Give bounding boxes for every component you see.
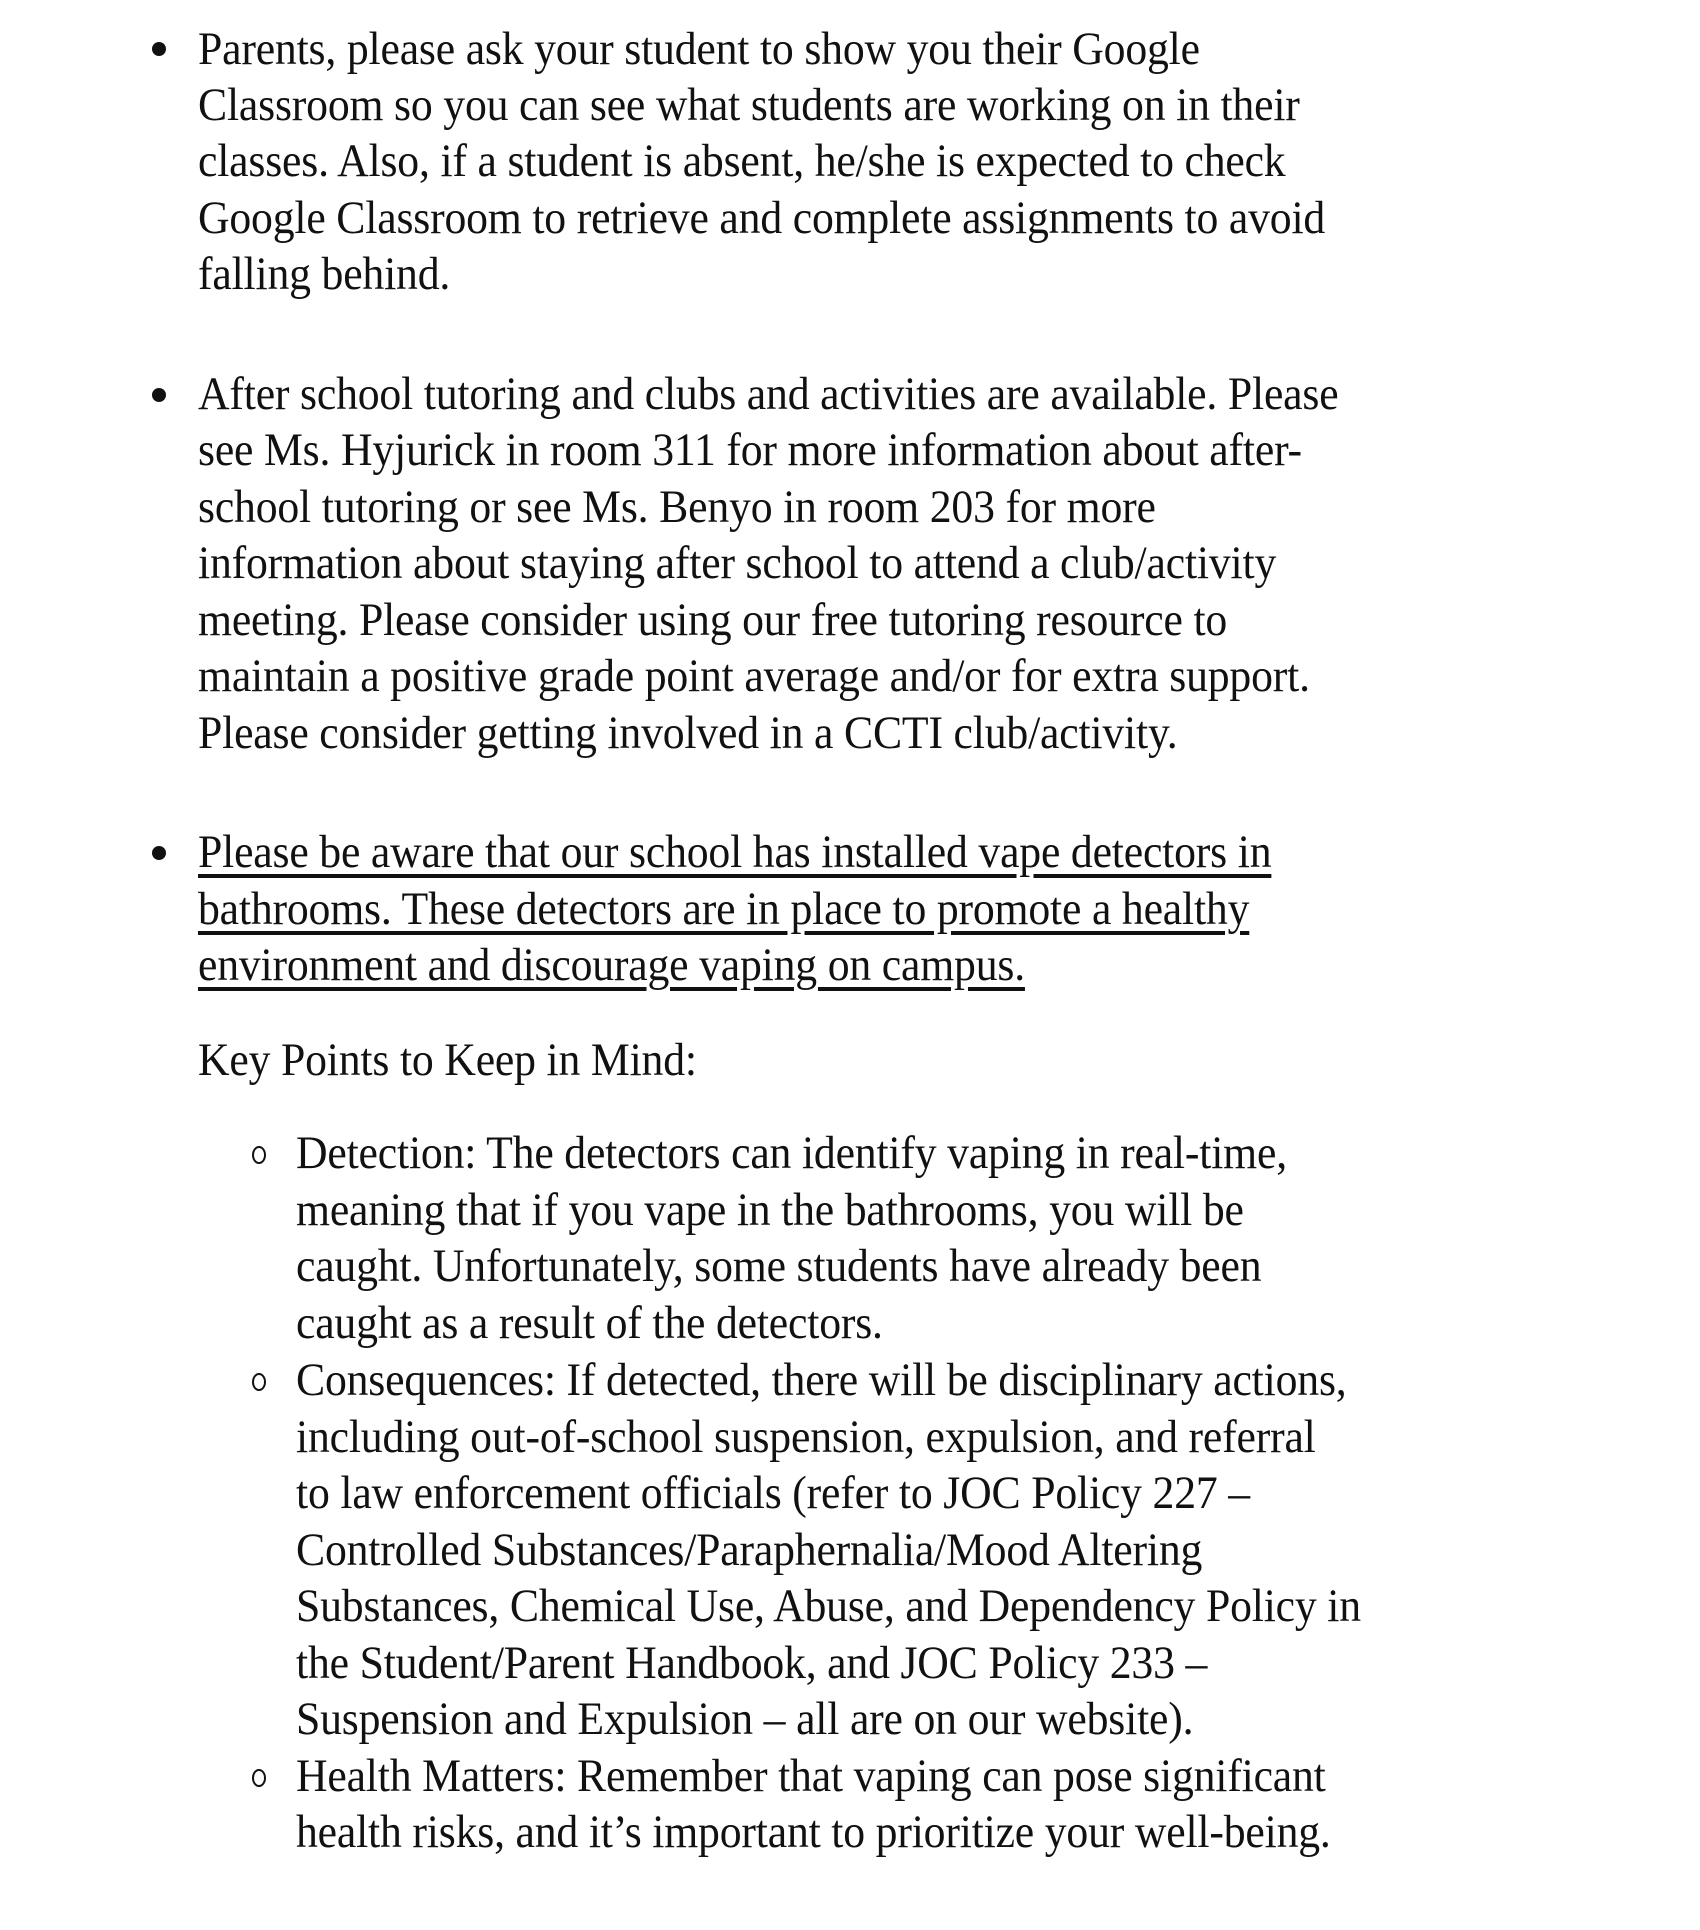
paragraph-line: see Ms. Hyjurick in room 311 for more information about after-: [198, 424, 1302, 476]
paragraph-line: Please consider getting involved in a CCTI club/activity.: [198, 707, 1178, 759]
bullet-disc-icon: [152, 388, 166, 402]
key-point-line: caught. Unfortunately, some students have already been: [296, 1240, 1262, 1292]
paragraph-line: maintain a positive grade point average and/or for extra support.: [198, 650, 1310, 702]
key-point-line: Health Matters: Remember that vaping can pose significant: [296, 1750, 1326, 1802]
key-point-line: the Student/Parent Handbook, and JOC Policy 233 –: [296, 1637, 1208, 1689]
sub-bullet-circle-icon: [252, 1373, 266, 1391]
underlined-notice-line: environment and discourage vaping on campus.: [198, 939, 1025, 991]
key-point-line: Controlled Substances/Paraphernalia/Mood Altering: [296, 1524, 1203, 1576]
key-point-line: including out-of-school suspension, expulsion, and referral: [296, 1411, 1316, 1463]
sub-bullet-circle-icon: [252, 1146, 266, 1164]
paragraph-line: information about staying after school to attend a club/activity: [198, 537, 1277, 589]
key-point-line: caught as a result of the detectors.: [296, 1297, 883, 1349]
paragraph-line: Parents, please ask your student to show you their Google: [198, 23, 1200, 75]
key-point-line: meaning that if you vape in the bathrooms, you will be: [296, 1184, 1244, 1236]
sub-bullet-circle-icon: [252, 1769, 266, 1787]
key-point-line: Consequences: If detected, there will be disciplinary actions,: [296, 1354, 1347, 1406]
paragraph-line: classes. Also, if a student is absent, he/she is expected to check: [198, 135, 1286, 187]
bullet-disc-icon: [152, 42, 166, 56]
key-points-heading: Key Points to Keep in Mind:: [198, 1034, 697, 1086]
key-point-line: Suspension and Expulsion – all are on our website).: [296, 1693, 1194, 1745]
paragraph-line: school tutoring or see Ms. Benyo in room 203 for more: [198, 481, 1156, 533]
underlined-notice-line: bathrooms. These detectors are in place to promote a healthy: [198, 883, 1250, 935]
underlined-notice-line: Please be aware that our school has installed vape detectors in: [198, 826, 1272, 878]
key-point-line: health risks, and it’s important to prioritize your well-being.: [296, 1806, 1331, 1858]
bullet-disc-icon: [152, 846, 166, 860]
key-point-line: Substances, Chemical Use, Abuse, and Dependency Policy in: [296, 1580, 1361, 1632]
paragraph-line: meeting. Please consider using our free tutoring resource to: [198, 594, 1228, 646]
paragraph-line: falling behind.: [198, 248, 451, 300]
paragraph-line: After school tutoring and clubs and activities are available. Please: [198, 368, 1339, 420]
key-point-line: to law enforcement officials (refer to JOC Policy 227 –: [296, 1467, 1250, 1519]
key-point-line: Detection: The detectors can identify vaping in real-time,: [296, 1127, 1287, 1179]
paragraph-line: Google Classroom to retrieve and complete assignments to avoid: [198, 192, 1326, 244]
paragraph-line: Classroom so you can see what students are working on in their: [198, 79, 1300, 131]
